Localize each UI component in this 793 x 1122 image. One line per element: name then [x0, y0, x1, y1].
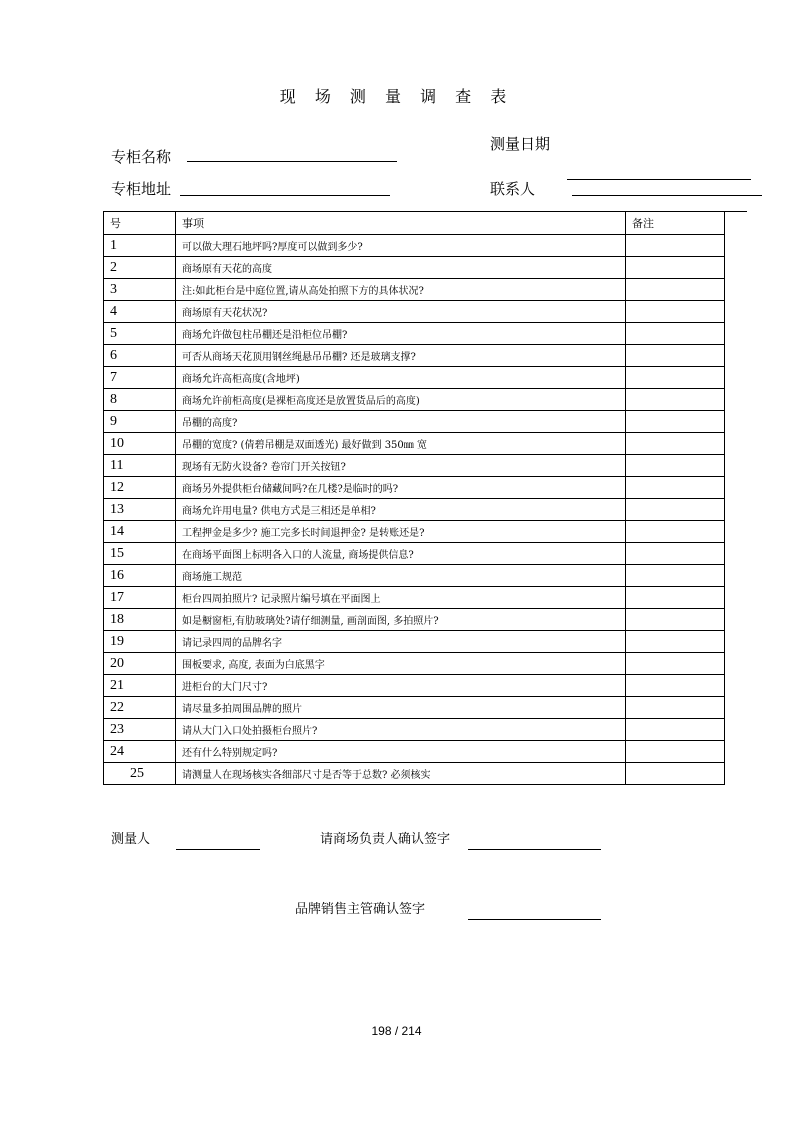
row-item: 商场允许高柜高度(含地坪): [176, 367, 626, 389]
header-number: 号: [104, 212, 176, 235]
row-item: 请测量人在现场核实各细部尺寸是否等于总数? 必须核实: [176, 763, 626, 785]
row-remarks-cell[interactable]: [626, 499, 725, 521]
survey-table: [103, 211, 725, 785]
table-row: [104, 279, 725, 301]
table-row: [104, 345, 725, 367]
row-item: 商场施工规范: [176, 565, 626, 587]
row-number: 25: [104, 763, 176, 785]
row-remarks-cell[interactable]: [626, 235, 725, 257]
row-number: 4: [104, 301, 176, 323]
row-item: 注:如此柜台是中庭位置,请从高处拍照下方的具体状况?: [176, 279, 626, 301]
row-number: 11: [104, 455, 176, 477]
mall-confirm-label: 请商场负责人确认签字: [320, 832, 451, 847]
contact-field[interactable]: [572, 195, 762, 196]
row-item: 请尽量多拍周围品牌的照片: [176, 697, 626, 719]
row-remarks-cell[interactable]: [626, 565, 725, 587]
row-item: 现场有无防火设备? 卷帘门开关按钮?: [176, 455, 626, 477]
table-row: [104, 675, 725, 697]
row-number: 18: [104, 609, 176, 631]
table-row: [104, 301, 725, 323]
counter-address-field[interactable]: [180, 195, 390, 196]
table-row: [104, 763, 725, 785]
row-remarks-cell[interactable]: [626, 323, 725, 345]
table-row: [104, 389, 725, 411]
table-row: [104, 257, 725, 279]
date-label: 测量日期: [490, 135, 551, 153]
table-row: [104, 411, 725, 433]
row-item: 商场允许前柜高度(是裸柜高度还是放置货品后的高度): [176, 389, 626, 411]
row-remarks-cell[interactable]: [626, 741, 725, 763]
row-number: 9: [104, 411, 176, 433]
row-remarks-cell[interactable]: [626, 477, 725, 499]
row-number: 16: [104, 565, 176, 587]
row-remarks-cell[interactable]: [626, 345, 725, 367]
row-item: 请记录四周的品牌名字: [176, 631, 626, 653]
mall-signature-field[interactable]: [468, 849, 601, 850]
table-row: [104, 433, 725, 455]
row-number: 14: [104, 521, 176, 543]
row-number: 1: [104, 235, 176, 257]
row-item: 在商场平面图上标明各入口的人流量, 商场提供信息?: [176, 543, 626, 565]
row-remarks-cell[interactable]: [626, 521, 725, 543]
row-remarks-cell[interactable]: [626, 411, 725, 433]
brand-signature-field[interactable]: [468, 919, 601, 920]
row-item: 可以做大理石地坪吗?厚度可以做到多少?: [176, 235, 626, 257]
contact-label: 联系人: [490, 180, 536, 198]
row-item: 商场原有天花状况?: [176, 301, 626, 323]
row-item: 柜台四周拍照片? 记录照片编号填在平面图上: [176, 587, 626, 609]
row-remarks-cell[interactable]: [626, 257, 725, 279]
page-number: 198 / 214: [371, 1024, 422, 1038]
row-number: 6: [104, 345, 176, 367]
table-row: [104, 631, 725, 653]
row-item: 商场允许做包柱吊棚还是沿柜位吊棚?: [176, 323, 626, 345]
row-remarks-cell[interactable]: [626, 631, 725, 653]
row-remarks-cell[interactable]: [626, 763, 725, 785]
table-row: [104, 499, 725, 521]
table-row: [104, 455, 725, 477]
row-number: 7: [104, 367, 176, 389]
measurer-label: 测量人: [111, 832, 151, 847]
row-remarks-cell[interactable]: [626, 455, 725, 477]
measurer-signature-field[interactable]: [176, 849, 260, 850]
row-remarks-cell[interactable]: [626, 697, 725, 719]
row-item: 工程押金是多少? 施工完多长时间退押金? 是转账还是?: [176, 521, 626, 543]
table-row: [104, 521, 725, 543]
row-remarks-cell[interactable]: [626, 279, 725, 301]
row-number: 13: [104, 499, 176, 521]
row-item: 商场允许用电量? 供电方式是三相还是单相?: [176, 499, 626, 521]
row-number: 2: [104, 257, 176, 279]
row-item: 商场原有天花的高度: [176, 257, 626, 279]
row-remarks-cell[interactable]: [626, 653, 725, 675]
row-number: 10: [104, 433, 176, 455]
page-title: 现 场 测 量 调 查 表: [279, 87, 514, 106]
table-row: [104, 543, 725, 565]
row-number: 5: [104, 323, 176, 345]
row-number: 24: [104, 741, 176, 763]
row-item: 可否从商场天花顶用钢丝绳悬吊吊棚? 还是玻璃支撑?: [176, 345, 626, 367]
table-row: [104, 719, 725, 741]
table-row: [104, 653, 725, 675]
row-number: 22: [104, 697, 176, 719]
row-remarks-cell[interactable]: [626, 367, 725, 389]
row-item: 商场另外提供柜台储藏间吗?在几楼?是临时的吗?: [176, 477, 626, 499]
row-number: 12: [104, 477, 176, 499]
row-remarks-cell[interactable]: [626, 719, 725, 741]
row-number: 8: [104, 389, 176, 411]
row-number: 20: [104, 653, 176, 675]
counter-address-label: 专柜地址: [111, 180, 172, 198]
table-header-row: [104, 212, 725, 235]
table-row: [104, 565, 725, 587]
table-row: [104, 235, 725, 257]
row-remarks-cell[interactable]: [626, 389, 725, 411]
row-remarks-cell[interactable]: [626, 433, 725, 455]
row-number: 15: [104, 543, 176, 565]
date-field[interactable]: [567, 179, 751, 180]
row-remarks-cell[interactable]: [626, 609, 725, 631]
row-number: 3: [104, 279, 176, 301]
row-remarks-cell[interactable]: [626, 301, 725, 323]
table-row: [104, 697, 725, 719]
table-row: [104, 477, 725, 499]
row-item: 围板要求, 高度, 表面为白底黑字: [176, 653, 626, 675]
table-row: [104, 741, 725, 763]
decor-line: [725, 211, 747, 212]
row-remarks-cell[interactable]: [626, 675, 725, 697]
row-item: 吊棚的高度?: [176, 411, 626, 433]
row-number: 17: [104, 587, 176, 609]
row-item: 如是橱窗柜,有肋玻璃处?请仔细测量, 画剖面图, 多拍照片?: [176, 609, 626, 631]
row-remarks-cell[interactable]: [626, 543, 725, 565]
table-row: [104, 587, 725, 609]
row-item: 请从大门入口处拍摄柜台照片?: [176, 719, 626, 741]
header-remarks: 备注: [626, 212, 725, 235]
row-item: 吊棚的宽度? (倩碧吊棚是双面透光) 最好做到 350㎜ 宽: [176, 433, 626, 455]
row-item: 还有什么特别规定吗?: [176, 741, 626, 763]
row-number: 23: [104, 719, 176, 741]
row-number: 19: [104, 631, 176, 653]
table-row: [104, 323, 725, 345]
row-number: 21: [104, 675, 176, 697]
row-remarks-cell[interactable]: [626, 587, 725, 609]
brand-confirm-label: 品牌销售主管确认签字: [295, 902, 426, 917]
header-item: 事项: [176, 212, 626, 235]
row-item: 进柜台的大门尺寸?: [176, 675, 626, 697]
table-row: [104, 609, 725, 631]
table-row: [104, 367, 725, 389]
counter-name-label: 专柜名称: [111, 148, 172, 166]
counter-name-field[interactable]: [187, 161, 397, 162]
